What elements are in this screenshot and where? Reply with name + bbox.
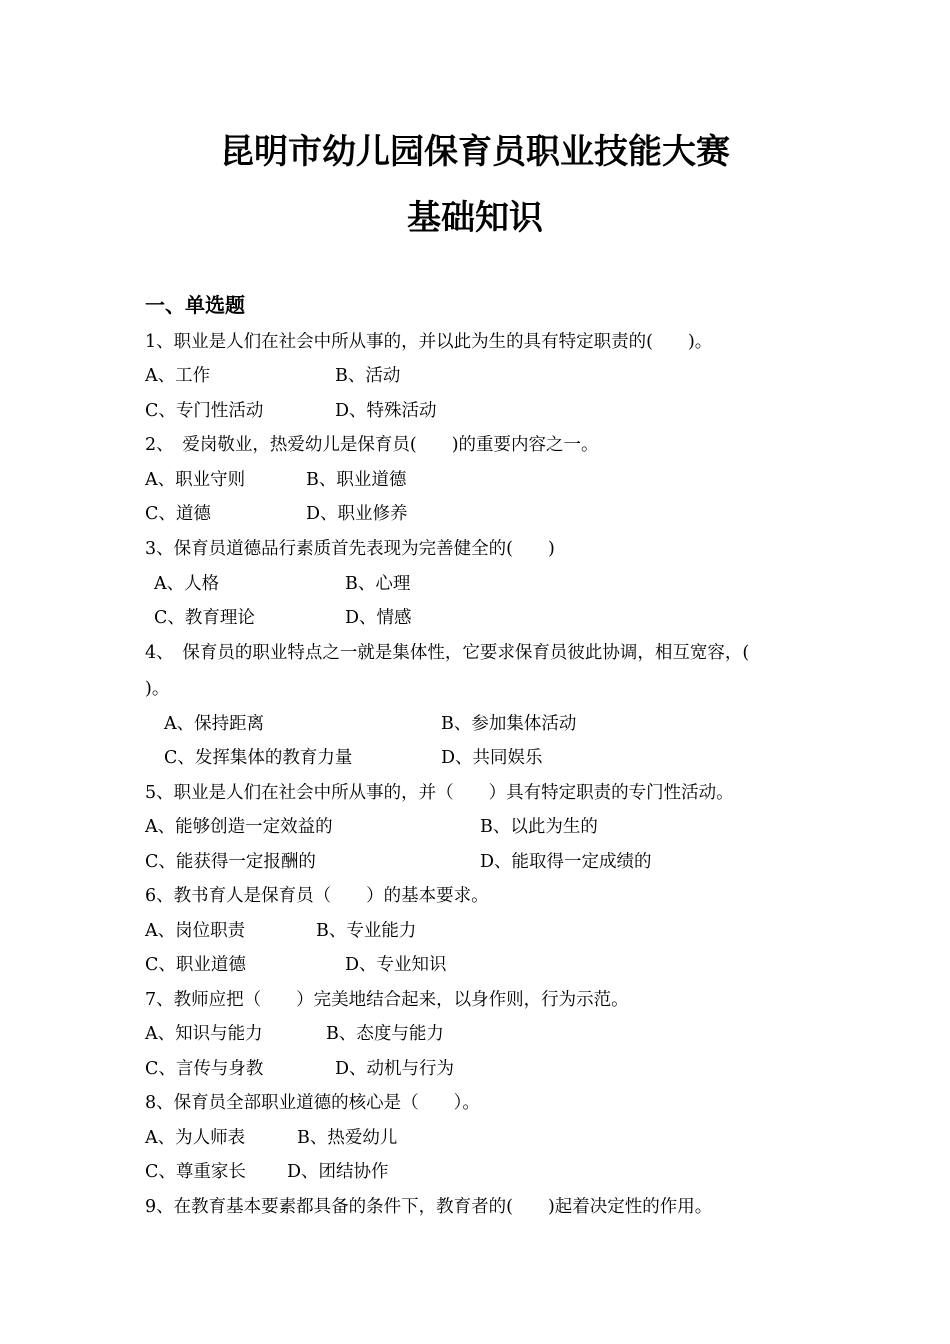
q5-option-a: A、能够创造一定效益的 [145, 817, 333, 837]
q1-option-c: C、专门性活动 [145, 401, 264, 421]
q6-option-b: B、专业能力 [316, 921, 417, 941]
q7-option-b: B、态度与能力 [326, 1024, 444, 1044]
q2-option-c: C、道德 [145, 504, 211, 524]
q3-option-c: C、教育理论 [154, 608, 255, 628]
q1-option-b: B、活动 [335, 366, 401, 386]
q3-option-a: A、人格 [154, 574, 220, 594]
question-9: 9、在教育基本要素都具备的条件下，教育者的( )起着决定性的作用。 [145, 1197, 713, 1217]
question-3: 3、保育员道德品行素质首先表现为完善健全的( ) [145, 539, 555, 559]
q8-option-a: A、为人师表 [145, 1128, 246, 1148]
q2-option-b: B、职业道德 [306, 470, 407, 490]
q3-option-b: B、心理 [345, 574, 411, 594]
q3-option-d: D、情感 [345, 608, 412, 628]
question-5: 5、职业是人们在社会中所从事的，并（ ）具有特定职责的专门性活动。 [145, 783, 734, 803]
q4-option-a: A、保持距离 [164, 714, 265, 734]
q8-option-c: C、尊重家长 [145, 1162, 246, 1182]
question-4: 4、 保育员的职业特点之一就是集体性，它要求保育员彼此协调，相互宽容，( [145, 643, 750, 663]
q6-option-a: A、岗位职责 [145, 921, 246, 941]
document-subtitle: 基础知识 [407, 198, 543, 238]
q2-option-a: A、职业守则 [145, 470, 246, 490]
q5-option-b: B、以此为生的 [480, 817, 598, 837]
q2-option-d: D、职业修养 [306, 504, 408, 524]
q5-option-c: C、能获得一定报酬的 [145, 852, 316, 872]
q8-option-d: D、团结协作 [287, 1162, 389, 1182]
q7-option-c: C、言传与身教 [145, 1059, 264, 1079]
q1-option-a: A、工作 [145, 366, 211, 386]
q6-option-d: D、专业知识 [345, 955, 447, 975]
q4-option-b: B、参加集体活动 [441, 714, 577, 734]
question-7: 7、教师应把（ ）完美地结合起来，以身作则，行为示范。 [145, 990, 629, 1010]
q5-option-d: D、能取得一定成绩的 [480, 852, 652, 872]
section-heading: 一、单选题 [145, 293, 245, 317]
q4-option-c: C、发挥集体的教育力量 [164, 748, 353, 768]
question-4-continuation: )。 [145, 679, 170, 699]
q6-option-c: C、职业道德 [145, 955, 246, 975]
q1-option-d: D、特殊活动 [335, 401, 437, 421]
q7-option-a: A、知识与能力 [145, 1024, 263, 1044]
question-1: 1、职业是人们在社会中所从事的，并以此为生的具有特定职责的( )。 [145, 332, 713, 352]
question-2: 2、 爱岗敬业，热爱幼儿是保育员( )的重要内容之一。 [145, 435, 599, 455]
q8-option-b: B、热爱幼儿 [297, 1128, 398, 1148]
question-8: 8、保育员全部职业道德的核心是（ ）。 [145, 1093, 480, 1113]
document-title: 昆明市幼儿园保育员职业技能大赛 [220, 132, 730, 172]
q4-option-d: D、共同娱乐 [441, 748, 543, 768]
q7-option-d: D、动机与行为 [335, 1059, 455, 1079]
question-6: 6、教书育人是保育员（ ）的基本要求。 [145, 886, 489, 906]
